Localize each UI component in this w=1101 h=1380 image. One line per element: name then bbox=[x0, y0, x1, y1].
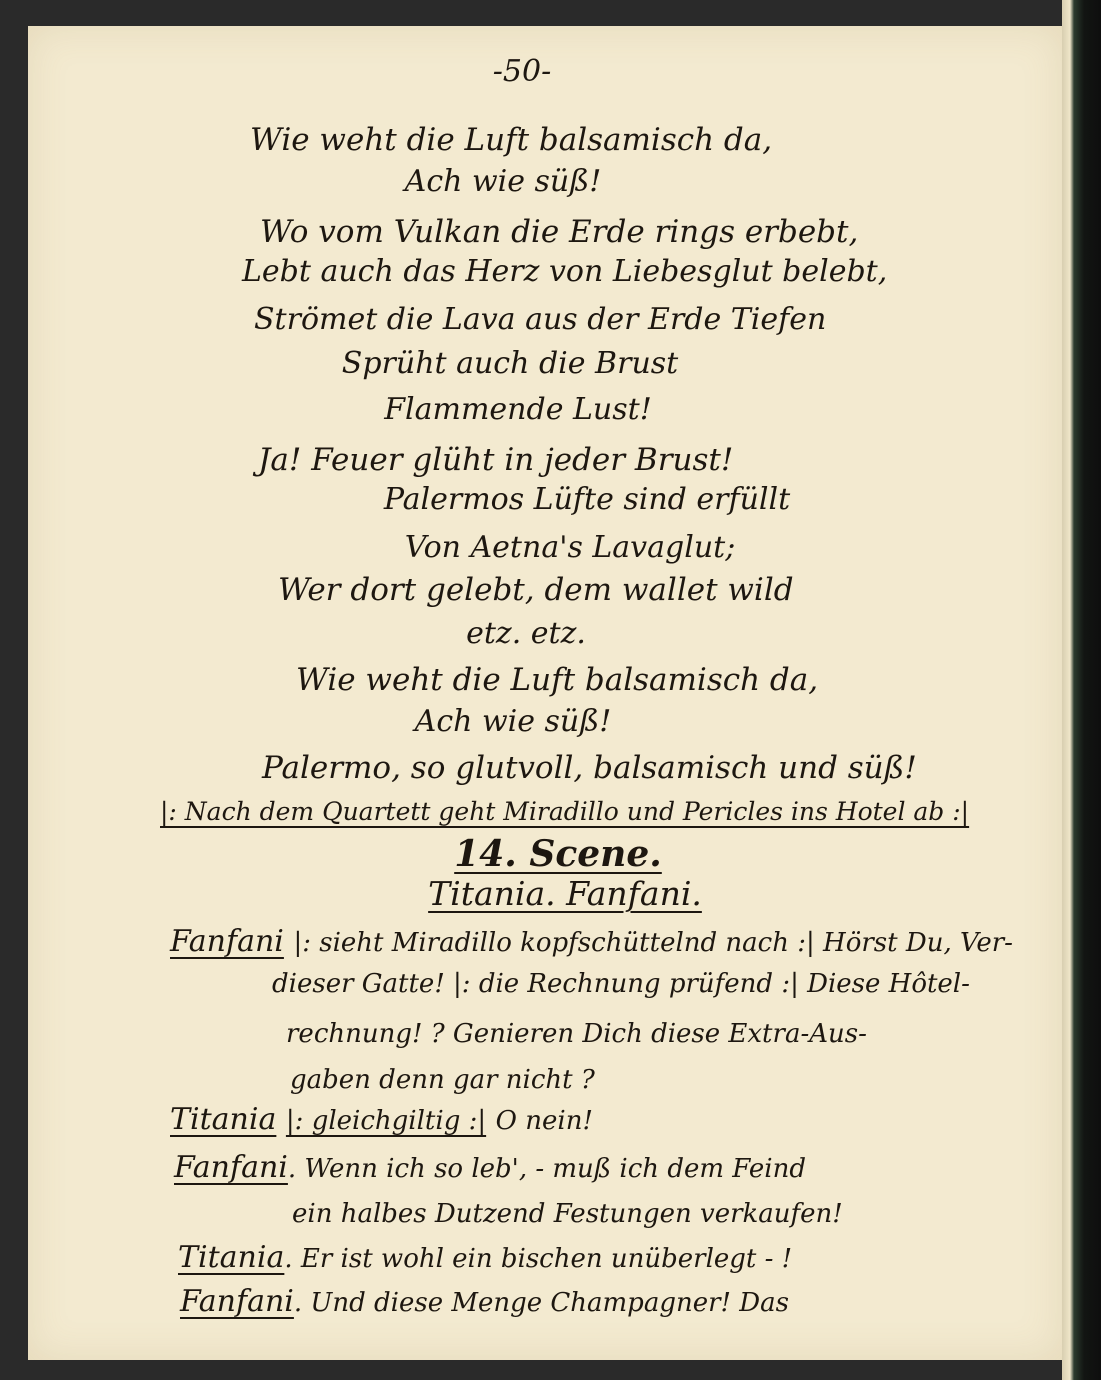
speaker-name: Titania bbox=[170, 1102, 277, 1137]
dialogue-text: O nein! bbox=[495, 1106, 593, 1136]
speaker-name: Fanfani bbox=[174, 1150, 288, 1185]
dialogue-line: ein halbes Dutzend Festungen verkaufen! bbox=[292, 1199, 843, 1229]
dialogue-line: dieser Gatte! |: die Rechnung prüfend :| Diese Hôtel- bbox=[272, 969, 970, 999]
speaker-name: Fanfani bbox=[170, 924, 284, 959]
dialogue-line bbox=[170, 1100, 593, 1141]
verse-line: Flammende Lust! bbox=[384, 392, 652, 427]
verse-line: Palermo, so glutvoll, balsamisch und süß! bbox=[262, 750, 917, 786]
stage-direction: |: gleichgiltig :| bbox=[285, 1106, 487, 1136]
verse-line: Ja! Feuer glüht in jeder Brust! bbox=[258, 442, 734, 478]
dialogue-line bbox=[178, 1238, 792, 1279]
verse-line: Wo vom Vulkan die Erde rings erbebt, bbox=[260, 214, 859, 250]
verse-line: Sprüht auch die Brust bbox=[341, 346, 679, 381]
verse-line: Wie weht die Luft balsamisch da, bbox=[250, 122, 773, 158]
verse-line: Lebt auch das Herz von Liebesglut belebt, bbox=[242, 254, 888, 289]
dialogue-text: . Und diese Menge Champagner! Das bbox=[293, 1288, 789, 1318]
stage-direction: |: Nach dem Quartett geht Miradillo und Pericles ins Hotel ab :| bbox=[160, 797, 970, 826]
book-spine bbox=[1062, 0, 1101, 1380]
page-number: -50- bbox=[492, 54, 552, 89]
dialogue-line bbox=[180, 1282, 789, 1323]
speaker-name: Fanfani bbox=[180, 1284, 294, 1319]
verse-line: Strömet die Lava aus der Erde Tiefen bbox=[254, 302, 827, 337]
dialogue-text: . Wenn ich so leb', - muß ich dem Feind bbox=[287, 1154, 806, 1184]
verse-line: Wer dort gelebt, dem wallet wild bbox=[278, 572, 794, 608]
dialogue-line bbox=[174, 1148, 806, 1189]
verse-line: Wie weht die Luft balsamisch da, bbox=[296, 662, 819, 698]
scene-heading: 14. Scene. bbox=[454, 833, 662, 875]
dialogue-line: rechnung! ? Genieren Dich diese Extra-Aus- bbox=[286, 1019, 867, 1049]
verse-line: Von Aetna's Lavaglut; bbox=[404, 530, 736, 565]
speaker-name: Titania bbox=[178, 1240, 285, 1275]
dialogue-line: gaben denn gar nicht ? bbox=[290, 1065, 595, 1095]
verse-line: Palermos Lüfte sind erfüllt bbox=[383, 482, 791, 517]
dialogue-line bbox=[170, 922, 1013, 963]
verse-line: etz. etz. bbox=[466, 616, 586, 651]
verse-line: Ach wie süß! bbox=[404, 164, 602, 199]
scene-characters: Titania. Fanfani. bbox=[428, 874, 702, 913]
dialogue-text: |: sieht Miradillo kopfschüttelnd nach :| Hörst Du, Ver- bbox=[293, 928, 1013, 958]
dialogue-text: . Er ist wohl ein bischen unüberlegt - ! bbox=[284, 1244, 793, 1274]
verse-line: Ach wie süß! bbox=[414, 704, 612, 739]
